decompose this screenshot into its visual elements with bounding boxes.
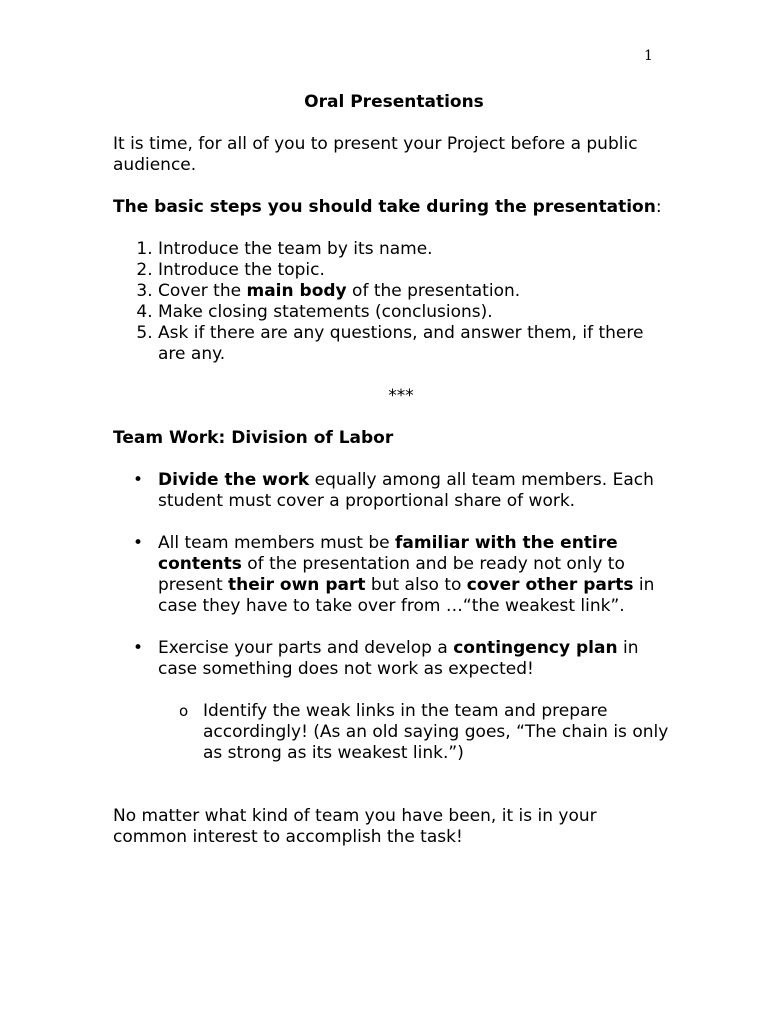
bullet-2-bold-1: familiar with the entire contents xyxy=(158,533,618,574)
bullet-2-pre: All team members must be xyxy=(158,533,395,553)
document-body xyxy=(113,92,673,848)
bullet-1-bold: Divide the work xyxy=(158,470,310,490)
bullet-1-post: equally among all team members. Each student must cover a proportional share of work. xyxy=(158,470,654,511)
sub-bullet-text: Identify the weak links in the team and prepare accordingly! (As an old saying goes, “The chain is only as strong as its weakest link.”) xyxy=(203,701,669,763)
bullet-2-mid-1: of the presentation and be ready not only to present xyxy=(158,554,625,595)
page-number: 1 xyxy=(644,48,653,64)
bullet-3-bold: contingency plan xyxy=(453,638,618,658)
bullet-2-post: in case they have to take over from …“the weakest link”. xyxy=(158,575,655,616)
bullet-icon: • xyxy=(133,533,144,553)
sub-bullet-weak-links xyxy=(113,701,673,764)
step-3-post: of the presentation. xyxy=(346,281,521,301)
bullet-2-bold-2: their own part xyxy=(228,575,366,595)
bullet-3-post: in case something does not work as expected! xyxy=(158,638,639,679)
bullet-item-familiar xyxy=(113,533,673,617)
bullet-item-contingency xyxy=(113,638,673,680)
step-item-5: 5. Ask if there are any questions, and answer them, if there are any. xyxy=(158,323,673,365)
step-item-4: 4. Make closing statements (conclusions). xyxy=(158,302,673,323)
bullet-icon: • xyxy=(133,470,144,490)
steps-heading xyxy=(113,197,673,218)
closing-paragraph: No matter what kind of team you have been, it is in your common interest to accomplish the task! xyxy=(113,806,597,847)
steps-heading-colon: : xyxy=(655,197,662,217)
bullet-2-mid-2: but also to xyxy=(365,575,467,595)
bullet-icon: • xyxy=(133,638,144,658)
step-3-pre: Cover the xyxy=(158,281,247,301)
step-item-2: 2. Introduce the topic. xyxy=(158,260,673,281)
bullet-2-bold-3: cover other parts xyxy=(466,575,634,595)
intro-paragraph: It is time, for all of you to present your Project before a public audience. xyxy=(113,134,638,175)
team-work-list xyxy=(113,470,673,680)
steps-list xyxy=(113,239,673,365)
sub-bullet-icon: o xyxy=(179,702,189,720)
section-separator: *** xyxy=(388,386,414,406)
step-item-3 xyxy=(158,281,673,302)
team-work-heading: Team Work: Division of Labor xyxy=(113,428,394,448)
document-title: Oral Presentations xyxy=(304,92,484,112)
step-3-bold: main body xyxy=(246,281,347,301)
steps-heading-text: The basic steps you should take during the presentation xyxy=(113,197,656,217)
step-item-1: 1. Introduce the team by its name. xyxy=(158,239,673,260)
bullet-item-divide-work xyxy=(113,470,673,512)
bullet-3-pre: Exercise your parts and develop a xyxy=(158,638,454,658)
